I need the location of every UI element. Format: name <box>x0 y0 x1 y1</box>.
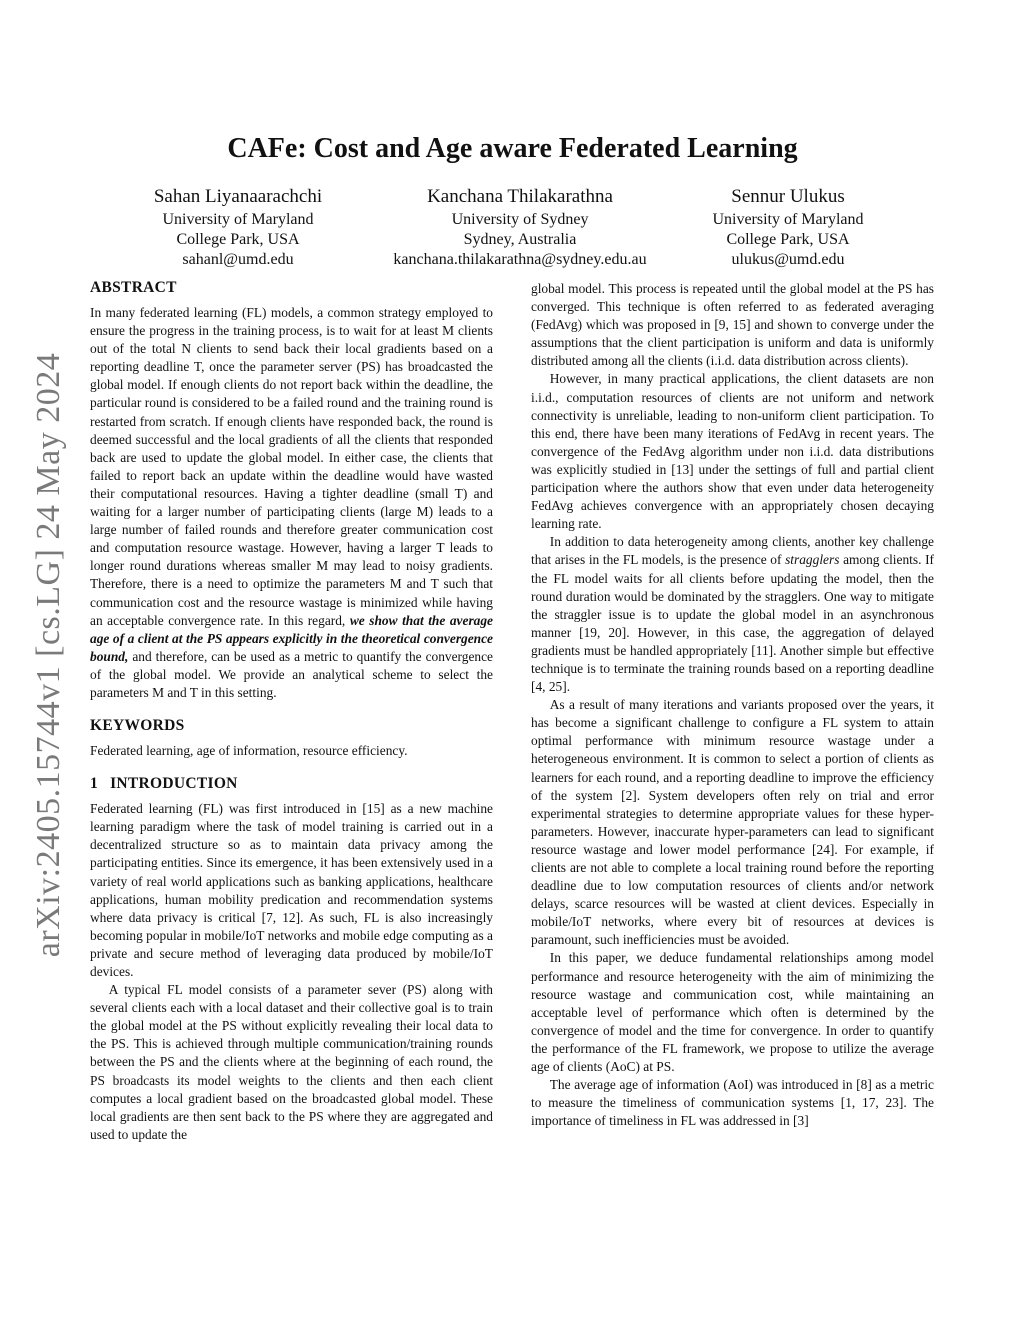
intro-paragraph-3: However, in many practical applications, the client datasets are non i.i.d., computation resources of clients are not uniform and network connectivity is unreliable, leading to non-uniform client participation. To this end, there have been many iterations of FedAvg in recent years. The convergence of the FedAvg algorithm under non i.i.d. data distributions was explicitly studied in [13] under the settings of full and partial client participation where the authors show that even under data heterogeneity FedAvg achieves convergence with an appropriately chosen decaying learning rate. <box>531 371 934 532</box>
intro-paragraph-2: A typical FL model consists of a parameter sever (PS) along with several clients each with a local dataset and their collective goal is to train the global model at the PS without explicitly revealing their local data to the PS. This is achieved through multiple communication/training rounds between the PS and the clients where at the beginning of each round, the PS broadcasts its model weights to the clients and then each client computes a local gradient based on the broadcasted global model. These local gradients are then sent back to the PS where they are aggregated and used to update the <box>90 982 493 1142</box>
intro-paragraph-5: As a result of many iterations and variants proposed over the years, it has become a significant challenge to configure a FL system to attain optimal performance with minimum resource wastage under a heterogeneous environment. It is common to select a portion of clients as learners for each round, and a reporting deadline to improve the efficiency of the system [2]. System developers often rely on trial and error experimental strategies to determine appropriate values for these hyper-parameters. However, inaccurate hyper-parameters can lead to significant resource wastage and lower model performance [24]. For example, if clients are not able to complete a local training round before the reporting deadline due to low computation resources of clients and/or network delays, scarce resources will be wasted at client devices. Especially in mobile/IoT networks, where every bit of resources at devices is paramount, such inefficiencies must be avoided. <box>531 697 934 948</box>
left-column <box>90 278 493 1144</box>
abstract-text <box>90 304 493 702</box>
author-email: ulukus@umd.edu <box>731 251 845 268</box>
keywords-text: Federated learning, age of information, resource efficiency. <box>90 743 408 759</box>
p4-start: In addition to data heterogeneity among clients, another key challenge that arises in the FL models, is the presence of <box>531 534 934 568</box>
section-number: 1 <box>90 775 99 793</box>
intro-paragraph-1: Federated learning (FL) was first introduced in [15] as a new machine learning paradigm where the task of model training is carried out in a decentralized structure so as to maintain data privacy among the participating entities. Since its emergence, it has been extensively used in a variety of real world applications such as banking applications, healthcare applications, human mobility predication and recommendation systems where data privacy is critical [7, 12]. As such, FL is also increasingly becoming popular in mobile/IoT networks and mobile edge computing as a private and secure method of leveraging data produced by mobile/IoT devices. <box>90 801 493 979</box>
arxiv-identifier <box>28 335 70 975</box>
abstract-emphasis: we show that the average age of a client at the PS appears explicitly in the theoretical convergence bound, <box>90 612 493 664</box>
author-block-1 <box>88 184 388 270</box>
intro-paragraph-7: The average age of information (AoI) was introduced in [8] as a metric to measure the timeliness of communication systems [1, 17, 23]. The importance of timeliness in FL was addressed in [3] <box>531 1077 934 1129</box>
abstract-heading: ABSTRACT <box>90 279 177 296</box>
author-name: Kanchana Thilakarathna <box>427 186 613 207</box>
author-location: College Park, USA <box>176 231 300 248</box>
author-affiliation: University of Maryland <box>712 211 864 228</box>
author-affiliation: University of Maryland <box>162 211 314 228</box>
author-location: College Park, USA <box>726 231 850 248</box>
author-name: Sahan Liyanaarachchi <box>153 186 323 207</box>
paper-title: CAFe: Cost and Age aware Federated Learning <box>227 133 798 164</box>
intro-paragraph-4 <box>531 533 934 696</box>
author-name: Sennur Ulukus <box>731 186 845 207</box>
author-affiliation: University of Sydney <box>451 211 589 228</box>
right-column <box>531 280 934 1130</box>
abstract-body-end: and therefore, can be used as a metric to quantify the convergence of the global model. We provide an analytical scheme to select the parameters M and T in this setting. <box>90 648 493 700</box>
arxiv-id-text: arXiv:2405.15744v1 [cs.LG] 24 May 2024 <box>30 352 67 958</box>
intro-paragraph-6: In this paper, we deduce fundamental relationships among model performance and resource heterogeneity with the aim of minimizing the resource wastage and communication cost, while maintaining an acceptable level of performance which often is determined by the convergence of model and the time for convergence. In order to quantify the performance of the FL framework, we propose to utilize the average age of clients (AoC) at PS. <box>531 950 934 1075</box>
author-email: sahanl@umd.edu <box>182 251 294 268</box>
author-location: Sydney, Australia <box>463 231 577 248</box>
p4-end: among clients. If the FL model waits for all clients before updating the model, then the round duration would be dominated by the stragglers. One way to mitigate the straggler issue is to update the global model in an asynchronous manner [19, 20]. However, in this case, the aggregation of delayed gradients must be handled appropriately [11]. Another simple but effective technique is to terminate the training rounds based on a reporting deadline [4, 25]. <box>531 552 934 695</box>
author-email: kanchana.thilakarathna@sydney.edu.au <box>393 251 647 268</box>
author-block-3 <box>638 184 938 270</box>
author-block-2 <box>370 184 670 270</box>
abstract-body: In many federated learning (FL) models, a common strategy employed to ensure the progress in the training process, is to wait for at least M clients out of the total N clients to send back their local gradients based on a reporting deadline T, once the parameter server (PS) has broadcasted the global model. If enough clients do not report back within the deadline, the particular round is considered to be a failed round and the training round is restarted from scratch. If enough clients have responded back, the round is deemed successful and the local gradients of all the clients that responded back are used to update the global model. In either case, the clients that failed to report back an update within the deadline would have wasted their computational resources. Having a tighter deadline (small T) and waiting for a larger number of participating clients (large M) leads to a large number of failed rounds and therefore greater communication cost and computation resource wastage. However, having a larger T leads to longer round durations whereas smaller M may lead to noisy gradients. Therefore, there is a need to optimize the parameters M and T such that communication cost and the resource wastage is minimized while having an acceptable convergence rate. In this regard, <box>90 305 493 628</box>
keywords-heading: KEYWORDS <box>90 717 185 735</box>
stragglers-term: stragglers <box>785 552 840 568</box>
intro-paragraph-2-continued: global model. This process is repeated until the global model at the PS has converged. This technique is often referred to as federated averaging (FedAvg) which was proposed in [9, 15] and shown to converge under the assumptions that the client participation is uniform and data is uniformly distributed among all the clients (i.i.d. data distribution across clients). <box>531 281 934 369</box>
introduction-heading <box>90 774 493 794</box>
section-title: INTRODUCTION <box>110 775 238 793</box>
